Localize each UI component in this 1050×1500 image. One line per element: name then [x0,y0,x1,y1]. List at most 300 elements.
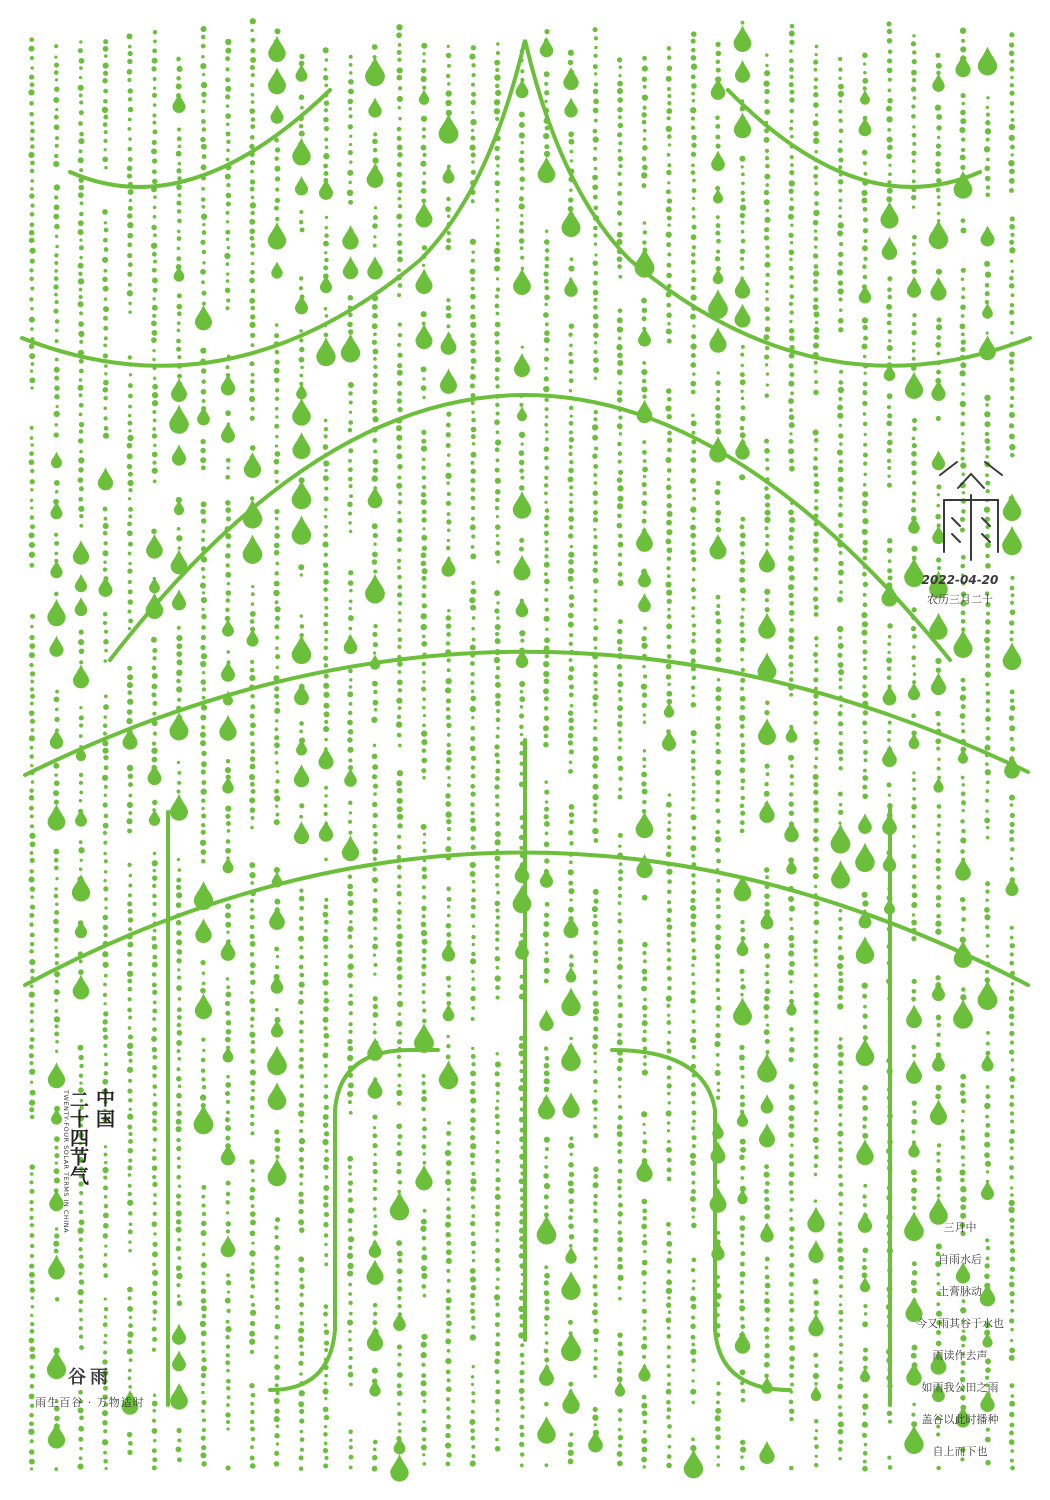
rain-drop [195,993,212,1019]
rain-dot [54,1467,58,1471]
rain-dot [249,396,255,402]
rain-dot [494,657,500,663]
rain-dot [103,1035,108,1040]
rain-drop [99,576,113,597]
rain-dot [202,530,205,533]
rain-dot [226,977,229,980]
rain-dot [103,1185,108,1190]
rain-dot [862,649,867,654]
rain-dot [887,67,893,73]
rain-dot [594,446,598,450]
rain-dot [789,75,793,79]
rain-dot [29,877,35,883]
rain-dot [323,656,328,661]
rain-dot [790,1144,793,1147]
rain-dot [715,1426,721,1432]
rain-dot [593,147,597,151]
rain-dot [496,1417,500,1421]
rain-dot [912,349,916,353]
rain-dot [739,767,745,773]
rain-dot [495,947,499,951]
rain-dot [519,1370,524,1375]
rain-dot [864,1443,868,1447]
rain-dot [568,1382,573,1387]
rain-dot [421,972,426,977]
rain-dot [324,83,328,87]
rain-dot [103,139,107,143]
rain-dot [422,1001,426,1005]
rain-dot [250,756,255,761]
rain-dot [740,928,745,933]
rain-dot [127,1432,132,1437]
rain-dot [373,700,379,706]
rain-dot [422,724,426,728]
rain-drop [561,1271,580,1300]
rain-dot [397,391,402,396]
rain-dot [274,1255,278,1259]
rain-dot [30,144,34,148]
rain-dot [715,836,721,842]
rain-drop [860,90,870,105]
rain-dot [521,141,524,144]
rain-dot [495,340,500,345]
rain-dot [715,638,721,644]
rain-dot [715,429,721,435]
rain-dot [838,985,844,991]
rain-dot [813,1279,819,1285]
rain-dot [593,1008,599,1014]
rain-dot [788,970,794,976]
rain-dot [226,590,232,596]
rain-dot [813,789,818,794]
rain-dot [423,1294,427,1298]
rain-dot [225,1412,230,1417]
rain-dot [887,313,892,318]
rain-dot [201,82,207,88]
rain-dot [814,1463,818,1467]
rain-dot [641,172,647,178]
rain-dot [790,1308,795,1313]
rain-dot [740,984,745,989]
rain-dot [127,971,133,977]
rain-dot [298,1336,304,1342]
rain-dot [102,156,108,162]
rain-dot [764,217,770,223]
rain-drop [711,151,725,172]
rain-dot [642,1290,646,1294]
rain-dot [838,978,843,983]
rain-dot [470,1461,476,1467]
rain-dot [78,467,83,472]
rain-dot [690,998,696,1004]
rain-dot [739,1305,745,1311]
rain-dot [226,598,231,603]
rain-dot [324,929,328,933]
rain-dot [54,224,60,230]
rain-dot [764,1164,769,1169]
rain-dot [642,120,647,125]
rain-dot [372,867,377,872]
rain-dot [519,547,524,552]
rain-dot [839,1080,843,1084]
rain-dot [667,1167,672,1172]
rain-dot [178,1256,182,1260]
rain-dot [593,417,597,421]
rain-dot [55,339,59,343]
rain-dot [912,242,916,246]
rain-dot [397,865,402,870]
rain-dot [593,544,598,549]
rain-dot [78,157,84,163]
rain-dot [275,1289,279,1293]
rain-dot [373,1023,376,1026]
rain-dot [494,265,500,271]
rain-dot [54,1032,59,1037]
rain-dot [201,751,206,756]
rain-dot [570,586,573,589]
rain-dot [445,1443,451,1449]
rain-dot [177,293,182,298]
rain-dot [594,899,599,904]
rain-dot [838,721,843,726]
rain-dot [349,494,353,498]
rain-drop [515,861,530,883]
rain-dot [716,647,721,652]
rain-dot [886,657,892,663]
rain-dot [274,624,279,629]
rain-dot [813,131,819,137]
rain-dot [715,1415,721,1421]
rain-dot [814,489,819,494]
rain-dot [568,60,573,65]
rain-dot [201,1341,206,1346]
rain-dot [396,924,401,929]
rain-dot [839,551,843,555]
rain-dot [643,1062,647,1066]
rain-dot [936,416,941,421]
rain-dot [788,662,793,667]
rain-dot [667,94,671,98]
rain-dot [78,192,84,198]
rain-dot [545,654,550,659]
rain-dot [495,675,500,680]
rain-dot [470,314,476,320]
rain-drop [563,67,578,90]
rain-dot [544,540,548,544]
rain-dot [446,1206,451,1211]
rain-dot [347,1039,352,1044]
rain-dot [30,1115,34,1119]
rain-drop [443,166,455,184]
rain-drop [197,406,210,425]
rain-dot [739,559,745,565]
rain-dot [275,1297,279,1301]
rain-dot [789,205,794,210]
rain-dot [519,203,525,209]
rain-dot [299,329,303,333]
rain-dot [618,1418,622,1422]
rain-dot [495,117,499,121]
rain-dot [373,857,377,861]
rain-dot [176,920,182,926]
rain-dot [470,1436,475,1441]
rain-dot [470,791,475,796]
rain-dot [618,737,622,741]
rain-dot [471,517,475,521]
rain-dot [520,256,524,260]
rain-dot [642,1140,647,1145]
rain-dot [642,56,647,61]
rain-dot [397,845,402,850]
rain-dot [815,1455,818,1458]
rain-dot [593,599,597,603]
rain-dot [79,723,83,727]
rain-drop [517,406,527,421]
rain-dot [249,797,255,803]
rain-dot [152,648,157,653]
rain-dot [274,1225,278,1229]
rain-dot [863,593,867,597]
rain-dot [789,943,794,948]
rain-dot [398,601,402,605]
rain-dot [31,728,35,732]
rain-dot [494,856,500,862]
rain-dot [717,1082,721,1086]
rain-dot [226,201,231,206]
rain-dot [225,553,231,559]
rain-dot [543,931,549,937]
rain-dot [494,1294,500,1300]
rain-dot [691,730,697,736]
rain-dot [740,517,745,522]
rain-dot [250,908,254,912]
rain-dot [617,1341,622,1346]
rain-dot [617,423,623,429]
rain-dot [398,1032,401,1035]
rain-dot [691,1335,696,1340]
rain-dot [397,476,401,480]
rain-dot [79,132,84,137]
rain-dot [568,576,574,582]
rain-dot [690,1153,696,1159]
rain-dot [274,735,279,740]
rain-dot [839,580,843,584]
rain-dot [127,802,133,808]
rain-dot [665,581,671,587]
rain-dot [55,961,59,965]
rain-dot [592,694,598,700]
rain-dot [104,1467,107,1470]
rain-dot [397,715,401,719]
rain-dot [151,66,156,71]
rain-dot [470,239,476,245]
rain-drop [636,812,654,839]
rain-dot [225,572,231,578]
rain-dot [837,148,842,153]
rain-dot [422,546,427,551]
rain-dot [299,965,304,970]
rain-dot [176,1201,181,1206]
rain-dot [618,201,623,206]
rain-dot [472,73,476,77]
rain-dot [127,1287,133,1293]
rain-dot [814,567,818,571]
rain-dot [103,1273,108,1278]
rain-dot [349,1356,353,1360]
rain-dot [250,445,256,451]
rain-dot [152,1428,158,1434]
rain-dot [814,866,818,870]
rain-dot [372,753,378,759]
rain-dot [691,1020,695,1024]
rain-drop [442,941,455,961]
rain-dot [838,1440,843,1445]
rain-dot [176,679,181,684]
rain-dot [128,893,132,897]
rain-dot [275,1375,280,1380]
rain-dot [496,1205,501,1210]
rain-dot [888,721,892,725]
rain-dot [494,146,499,151]
rain-dot [176,1146,181,1151]
rain-dot [250,807,256,813]
rain-dot [765,467,769,471]
rain-dot [250,1427,255,1432]
rain-dot [127,828,132,833]
rain-dot [544,821,550,827]
rain-dot [177,128,181,132]
rain-dot [127,1306,133,1312]
rain-dot [446,432,451,437]
rain-drop [367,256,383,279]
rain-dot [446,723,451,728]
rain-dot [324,898,328,902]
rain-dot [494,99,500,105]
rain-dot [545,466,549,470]
rain-dot [398,190,402,194]
rain-dot [250,970,255,975]
rain-dot [423,1209,427,1213]
rain-dot [764,996,769,1001]
rain-dot [568,139,574,145]
rain-dot [102,1420,108,1426]
rain-dot [839,1284,843,1288]
rain-dot [667,1355,671,1359]
rain-dot [887,29,892,34]
rain-dot [789,980,792,983]
rain-dot [788,950,794,956]
rain-dot [715,1070,721,1076]
rain-dot [617,477,622,482]
rain-dot [543,312,549,318]
rain-dot [617,496,623,502]
rain-dot [299,276,303,280]
rain-dot [666,851,672,857]
rain-dot [30,1329,35,1334]
rain-dot [814,229,817,232]
rain-dot [617,756,623,762]
rain-dot [863,1203,867,1207]
rain-dot [128,542,133,547]
rain-dot [594,298,598,302]
rain-dot [225,1136,230,1141]
rain-dot [373,459,379,465]
rain-dot [863,710,868,715]
rain-dot [715,1408,721,1414]
rain-dot [104,364,108,368]
rain-dot [618,975,623,980]
rain-dot [398,611,401,614]
rain-dot [250,1211,256,1217]
rain-dot [641,1224,647,1230]
rain-dot [471,506,475,510]
rain-dot [275,1383,279,1387]
rain-dot [29,1100,35,1106]
rain-dot [912,235,917,240]
rain-dot [495,1186,500,1191]
rain-dot [520,705,523,708]
rain-dot [690,1389,696,1395]
rain-dot [838,77,841,80]
rain-dot [617,389,623,395]
rain-dot [690,1324,695,1329]
rain-dot [176,76,181,81]
rain-dot [569,500,573,504]
rain-dot [618,460,622,464]
rain-dot [127,78,131,82]
rain-dot [225,94,230,99]
rain-dot [153,479,157,483]
rain-dot [79,100,83,104]
rain-dot [912,179,916,183]
rain-dot [446,932,451,937]
rain-dot [397,67,403,73]
rain-dot [79,1219,85,1225]
rain-dot [692,488,696,492]
rain-dot [911,41,916,46]
rain-dot [446,501,451,506]
rain-dot [104,906,107,909]
rain-dot [201,1305,207,1311]
rain-drop [221,1235,236,1257]
rain-dot [593,517,598,522]
rain-dot [398,984,402,988]
rain-dot [789,310,793,314]
rain-drop [761,910,774,929]
rain-dot [470,1126,475,1131]
rain-dot [495,1258,500,1263]
rain-dot [741,743,745,747]
rain-dot [55,136,59,140]
rain-dot [324,525,328,529]
rain-dot [79,58,85,64]
rain-dot [545,415,548,418]
rain-dot [30,161,35,166]
rain-dot [593,332,599,338]
rain-drop [221,939,236,961]
rain-dot [79,76,82,79]
rain-dot [372,559,378,565]
rain-dot [838,57,842,61]
rain-dot [274,368,280,374]
rain-dot [618,156,623,161]
rain-drop [170,712,189,740]
rain-dot [79,1255,83,1259]
rain-dot [79,1191,83,1195]
rain-dot [667,1092,671,1096]
rain-dot [250,57,256,63]
rain-dot [642,467,648,473]
